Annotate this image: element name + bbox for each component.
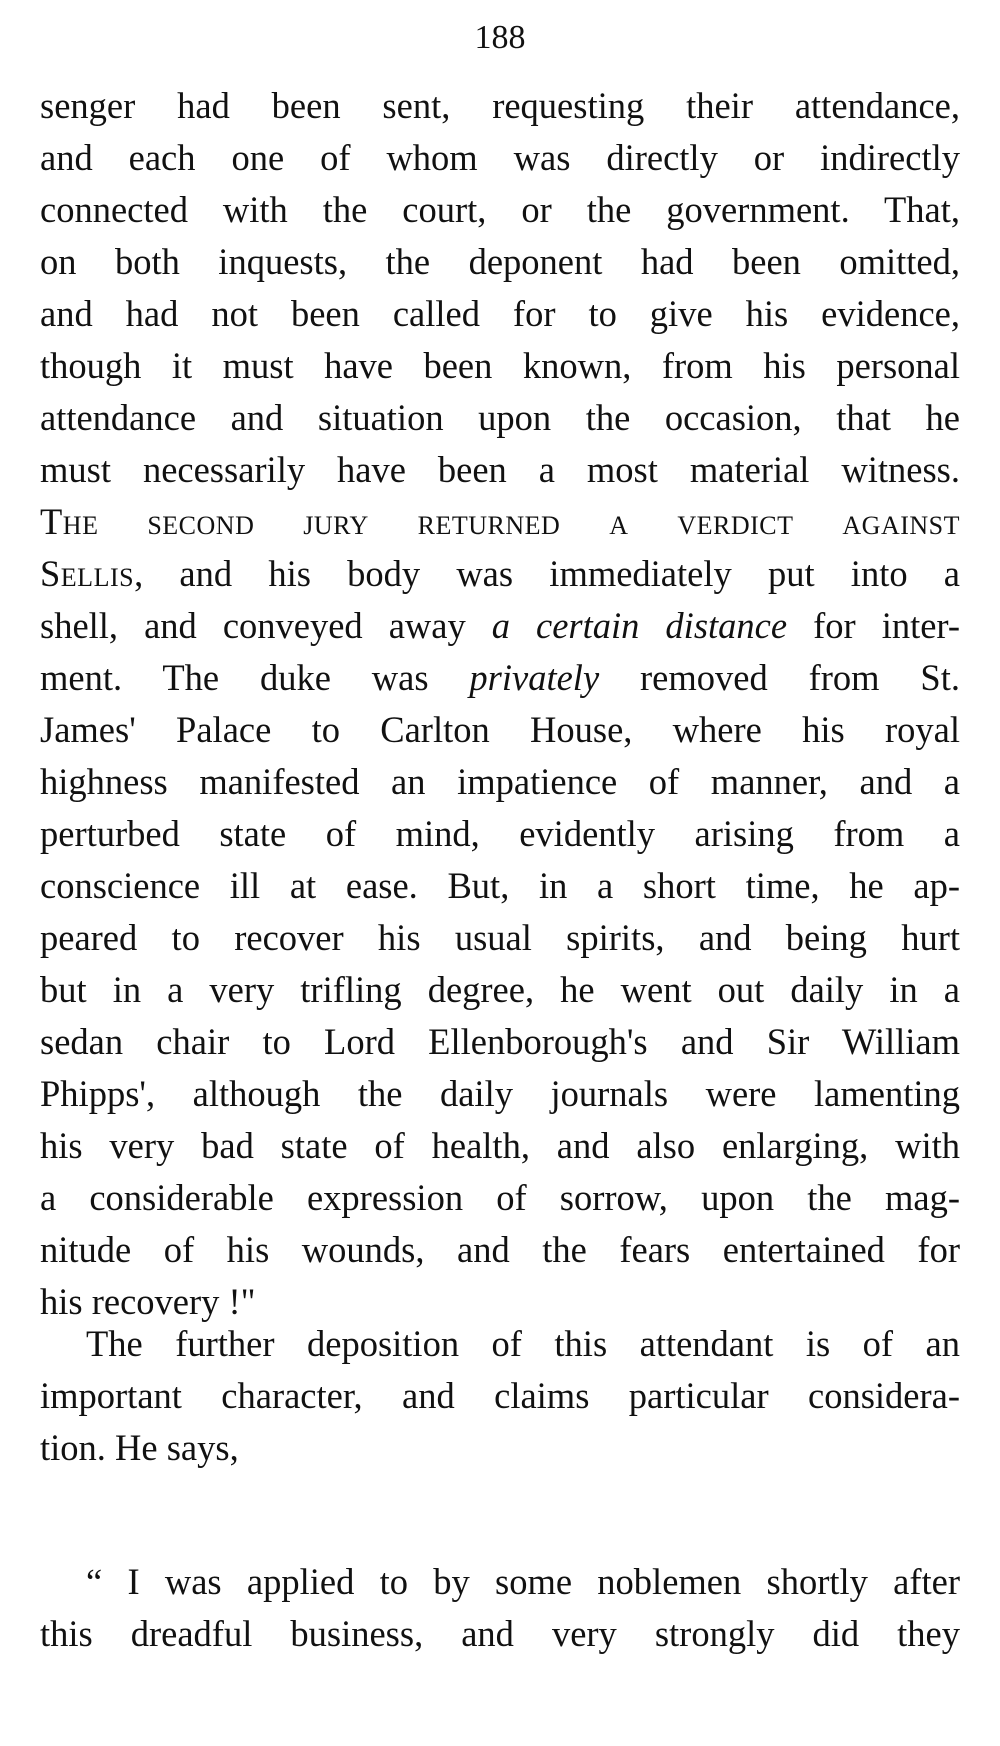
text-line: conscience ill at ease. But, in a short time, he ap- bbox=[40, 865, 960, 906]
text-line: The further deposition of this attendant is of an bbox=[86, 1323, 960, 1364]
text-line: “ I was applied to by some noblemen shortly after bbox=[86, 1561, 960, 1602]
text-line: highness manifested an impatience of manner, and a bbox=[40, 761, 960, 802]
text-line: tion. He says, bbox=[40, 1427, 239, 1468]
page-number: 188 bbox=[474, 19, 526, 56]
text-line: important character, and claims particular considera- bbox=[40, 1375, 960, 1416]
paragraph-3 bbox=[40, 1556, 960, 1660]
italic-phrase: a certain distance bbox=[491, 605, 788, 646]
text-line bbox=[40, 652, 960, 704]
text-line: Phipps', although the daily journals were lamenting bbox=[40, 1073, 960, 1114]
italic-word: privately bbox=[469, 657, 600, 698]
text-run: shell, and conveyed away bbox=[40, 605, 492, 646]
text-line bbox=[40, 600, 960, 652]
text-line-rest: , and his body was immediately put into a bbox=[134, 553, 960, 594]
text-line bbox=[40, 548, 960, 600]
text-line: this dreadful business, and very strongly did they bbox=[40, 1613, 960, 1654]
text-line: perturbed state of mind, evidently arising from a bbox=[40, 813, 960, 854]
text-line: his very bad state of health, and also enlarging, with bbox=[40, 1125, 960, 1166]
text-line: and had not been called for to give his evidence, bbox=[40, 293, 960, 334]
paragraph-2 bbox=[40, 1318, 960, 1474]
text-line: senger had been sent, requesting their attendance, bbox=[40, 85, 960, 126]
text-line: James' Palace to Carlton House, where his royal bbox=[40, 709, 960, 750]
text-line: but in a very trifling degree, he went out daily in a bbox=[40, 969, 960, 1010]
text-line: nitude of his wounds, and the fears entertained for bbox=[40, 1229, 960, 1270]
text-run: removed from St. bbox=[599, 657, 960, 698]
text-line: attendance and situation upon the occasion, that he bbox=[40, 397, 960, 438]
text-line: sedan chair to Lord Ellenborough's and Sir William bbox=[40, 1021, 960, 1062]
text-line: connected with the court, or the government. That, bbox=[40, 189, 960, 230]
text-line: on both inquests, the deponent had been omitted, bbox=[40, 241, 960, 282]
paragraph-1 bbox=[40, 80, 960, 1328]
text-line: though it must have been known, from his personal bbox=[40, 345, 960, 386]
text-line: a considerable expression of sorrow, upon the mag- bbox=[40, 1177, 960, 1218]
text-run: ment. The duke was bbox=[40, 657, 470, 698]
text-line: and each one of whom was directly or indirectly bbox=[40, 137, 960, 178]
small-caps-word: Sellis bbox=[40, 553, 135, 594]
text-run: for inter- bbox=[787, 605, 961, 646]
text-line: must necessarily have been a most material witness. bbox=[40, 449, 960, 490]
text-line: peared to recover his usual spirits, and being hurt bbox=[40, 917, 960, 958]
text-line-small-caps: The second jury returned a verdict against bbox=[40, 501, 960, 542]
text-line: his recovery !" bbox=[40, 1281, 256, 1322]
